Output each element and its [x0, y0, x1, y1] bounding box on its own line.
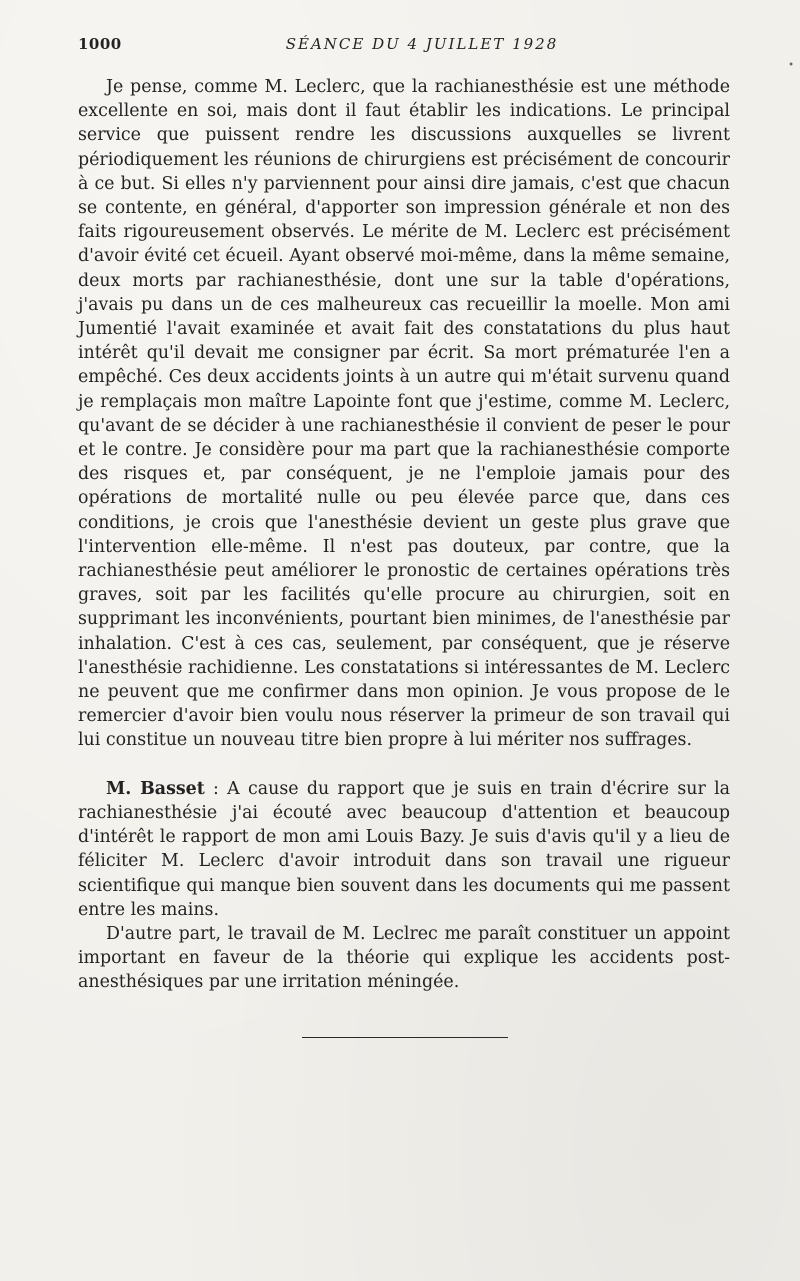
paragraph-basset-text: : A cause du rapport que je suis en train d'écrire sur la rachianesthésie j'ai écouté avec beaucoup d'attention et beaucoup d'intérêt le rapport de mon ami Louis Bazy. Je suis d'avis qu'il y a lieu de féliciter M. Leclerc d'avoir introduit dans son travail une rigueur scientifique qui manque bien souvent dans les documents qui me passent entre les mains.	[78, 778, 730, 920]
page-header	[78, 35, 730, 57]
margin-speck: •	[788, 60, 794, 71]
section-end-rule	[302, 1037, 508, 1038]
page-number: 1000	[78, 35, 122, 53]
paragraph-conclusion: D'autre part, le travail de M. Leclrec me paraît constituer un appoint important en faveur de la théorie qui explique les accidents post-anesthésiques par une irritation méningée.	[78, 923, 730, 993]
running-head: SÉANCE DU 4 JUILLET 1928	[285, 35, 559, 53]
speaker-name: M. Basset	[106, 778, 205, 799]
paragraph-basset	[78, 777, 730, 922]
paragraph-discussion: Je pense, comme M. Leclerc, que la rachianesthésie est une méthode excellente en soi, mais dont il faut établir les indications. Le principal service que puissent rendre les discussions auxquelles se livrent périodiquement les réunions de chirurgiens est précisément de concourir à ce but. Si elles n'y parviennent pour ainsi dire jamais, c'est que chacun se contente, en général, d'apporter son impression générale et non des faits rigoureusement observés. Le mérite de M. Leclerc est précisément d'avoir évité cet écueil. Ayant observé moi-même, dans la même semaine, deux morts par rachianesthésie, dont une sur la table d'opérations, j'avais pu dans un de ces malheureux cas recueillir la moelle. Mon ami Jumentié l'avait examinée et avait fait des constatations du plus haut intérêt qu'il devait me consigner par écrit. Sa mort prématurée l'en a empêché. Ces deux accidents joints à un autre qui m'était survenu quand je remplaçais mon maître Lapointe font que j'estime, comme M. Leclerc, qu'avant de se décider à une rachianesthésie il convient de peser le pour et le contre. Je considère pour ma part que la rachianesthésie comporte des risques et, par conséquent, je ne l'emploie jamais pour des opérations de mortalité nulle ou peu élevée parce que, dans ces conditions, je crois que l'anesthésie devient un geste plus grave que l'intervention elle-même. Il n'est pas douteux, par contre, que la rachianesthésie peut améliorer le pronostic de certaines opérations très graves, soit par les facilités qu'elle procure au chirurgien, soit en supprimant les inconvénients, pourtant bien minimes, de l'anesthésie par inhalation. C'est à ces cas, seulement, par conséquent, que je réserve l'anesthésie rachidienne. Les constatations si intéressantes de M. Leclerc ne peuvent que me confirmer dans mon opinion. Je vous propose de le remercier d'avoir bien voulu nous réserver la primeur de son travail qui lui constitue un nouveau titre bien propre à lui mériter nos suffrages.	[78, 77, 730, 751]
body-text	[78, 75, 730, 995]
